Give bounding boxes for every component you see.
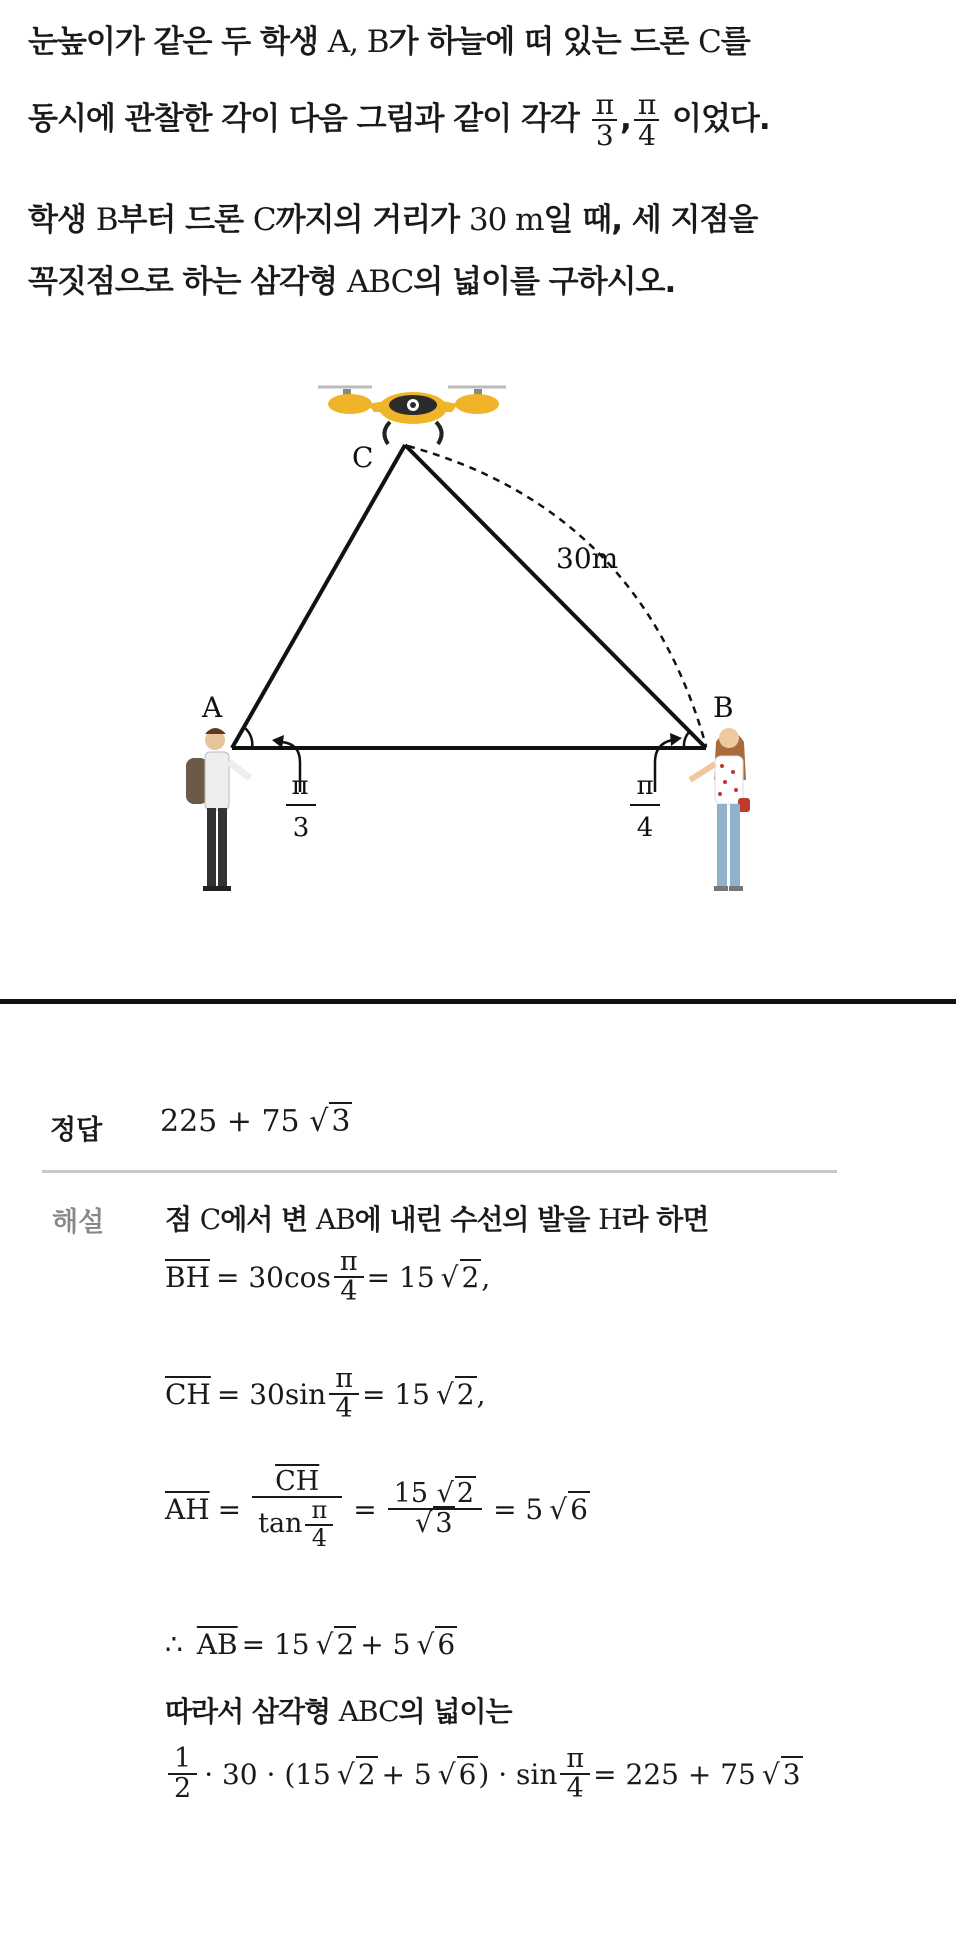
side-ca — [232, 445, 405, 748]
student-a-illustration — [186, 728, 250, 891]
fraction-pi-3: $\frac{\pi}{3}$ — [592, 90, 617, 151]
equation-area: $\frac{1}{2}$ · 30 · (15 √ 2 + 5 √ 6 ) · sin $\frac{\pi}{4}$ = 225 + 75 √ 3 — [165, 1745, 803, 1804]
question-line-1: 눈높이가 같은 두 학생 A, B가 하늘에 떠 있는 드론 C를 — [28, 24, 750, 60]
fraction-pi-4: $\frac{\pi}{4}$ — [634, 90, 659, 151]
section-divider — [0, 999, 956, 1004]
angle-a-num: π — [291, 771, 309, 801]
question-line-4: 꼭짓점으로 하는 삼각형 ABC의 넓이를 구하시오. — [28, 264, 676, 300]
sqrt-symbol: √ 3 — [309, 1104, 351, 1139]
answer-value: 225 + 75 √ 3 — [160, 1104, 351, 1139]
explanation-conclusion: 따라서 삼각형 ABC의 넓이는 — [165, 1695, 512, 1728]
angle-a-den: 3 — [292, 813, 310, 843]
equation-ah: $\overline{AH}$ = $\overline{CH}$ tan $\frac{\pi}{4}$ = $\frac{15 √ 2}{√ 3}$ = 5 √ 6 — [165, 1466, 588, 1552]
answer-label: 정답 — [50, 1115, 103, 1146]
distance-label: 30m — [556, 542, 619, 575]
angle-b-num: π — [636, 771, 654, 801]
side-cb — [405, 445, 706, 748]
explanation-label: 해설 — [52, 1207, 105, 1238]
student-b-illustration — [690, 728, 750, 891]
angle-arc-a — [245, 728, 252, 748]
equation-ch: $\overline{CH}$ = 30sin $\frac{\pi}{4}$ = 15 √ 2 , — [165, 1363, 486, 1425]
triangle-figure — [0, 360, 956, 920]
vertex-label-c: C — [352, 441, 374, 474]
equation-ab: ∴ $\overline{AB}$ = 15 √ 2 + 5 √ 6 — [165, 1628, 456, 1661]
question-line-2: 동시에 관찰한 각이 다음 그림과 같이 각각 $\frac{\pi}{3}$ , $\frac{\pi}{4}$ 이었다. — [28, 88, 770, 153]
vertex-label-a: A — [202, 691, 223, 724]
answer-rule — [42, 1170, 837, 1173]
angle-b-den: 4 — [636, 813, 654, 843]
vertex-label-b: B — [713, 691, 734, 724]
equation-bh: $\overline{BH}$ = 30cos $\frac{\pi}{4}$ = 15 √ 2 , — [165, 1246, 491, 1308]
explanation-intro: 점 C에서 변 AB에 내린 수선의 발을 H라 하면 — [165, 1203, 709, 1236]
drone-icon — [318, 387, 506, 444]
question-line-3: 학생 B부터 드론 C까지의 거리가 30 m일 때, 세 지점을 — [28, 202, 758, 238]
angle-arc-b — [684, 731, 690, 748]
